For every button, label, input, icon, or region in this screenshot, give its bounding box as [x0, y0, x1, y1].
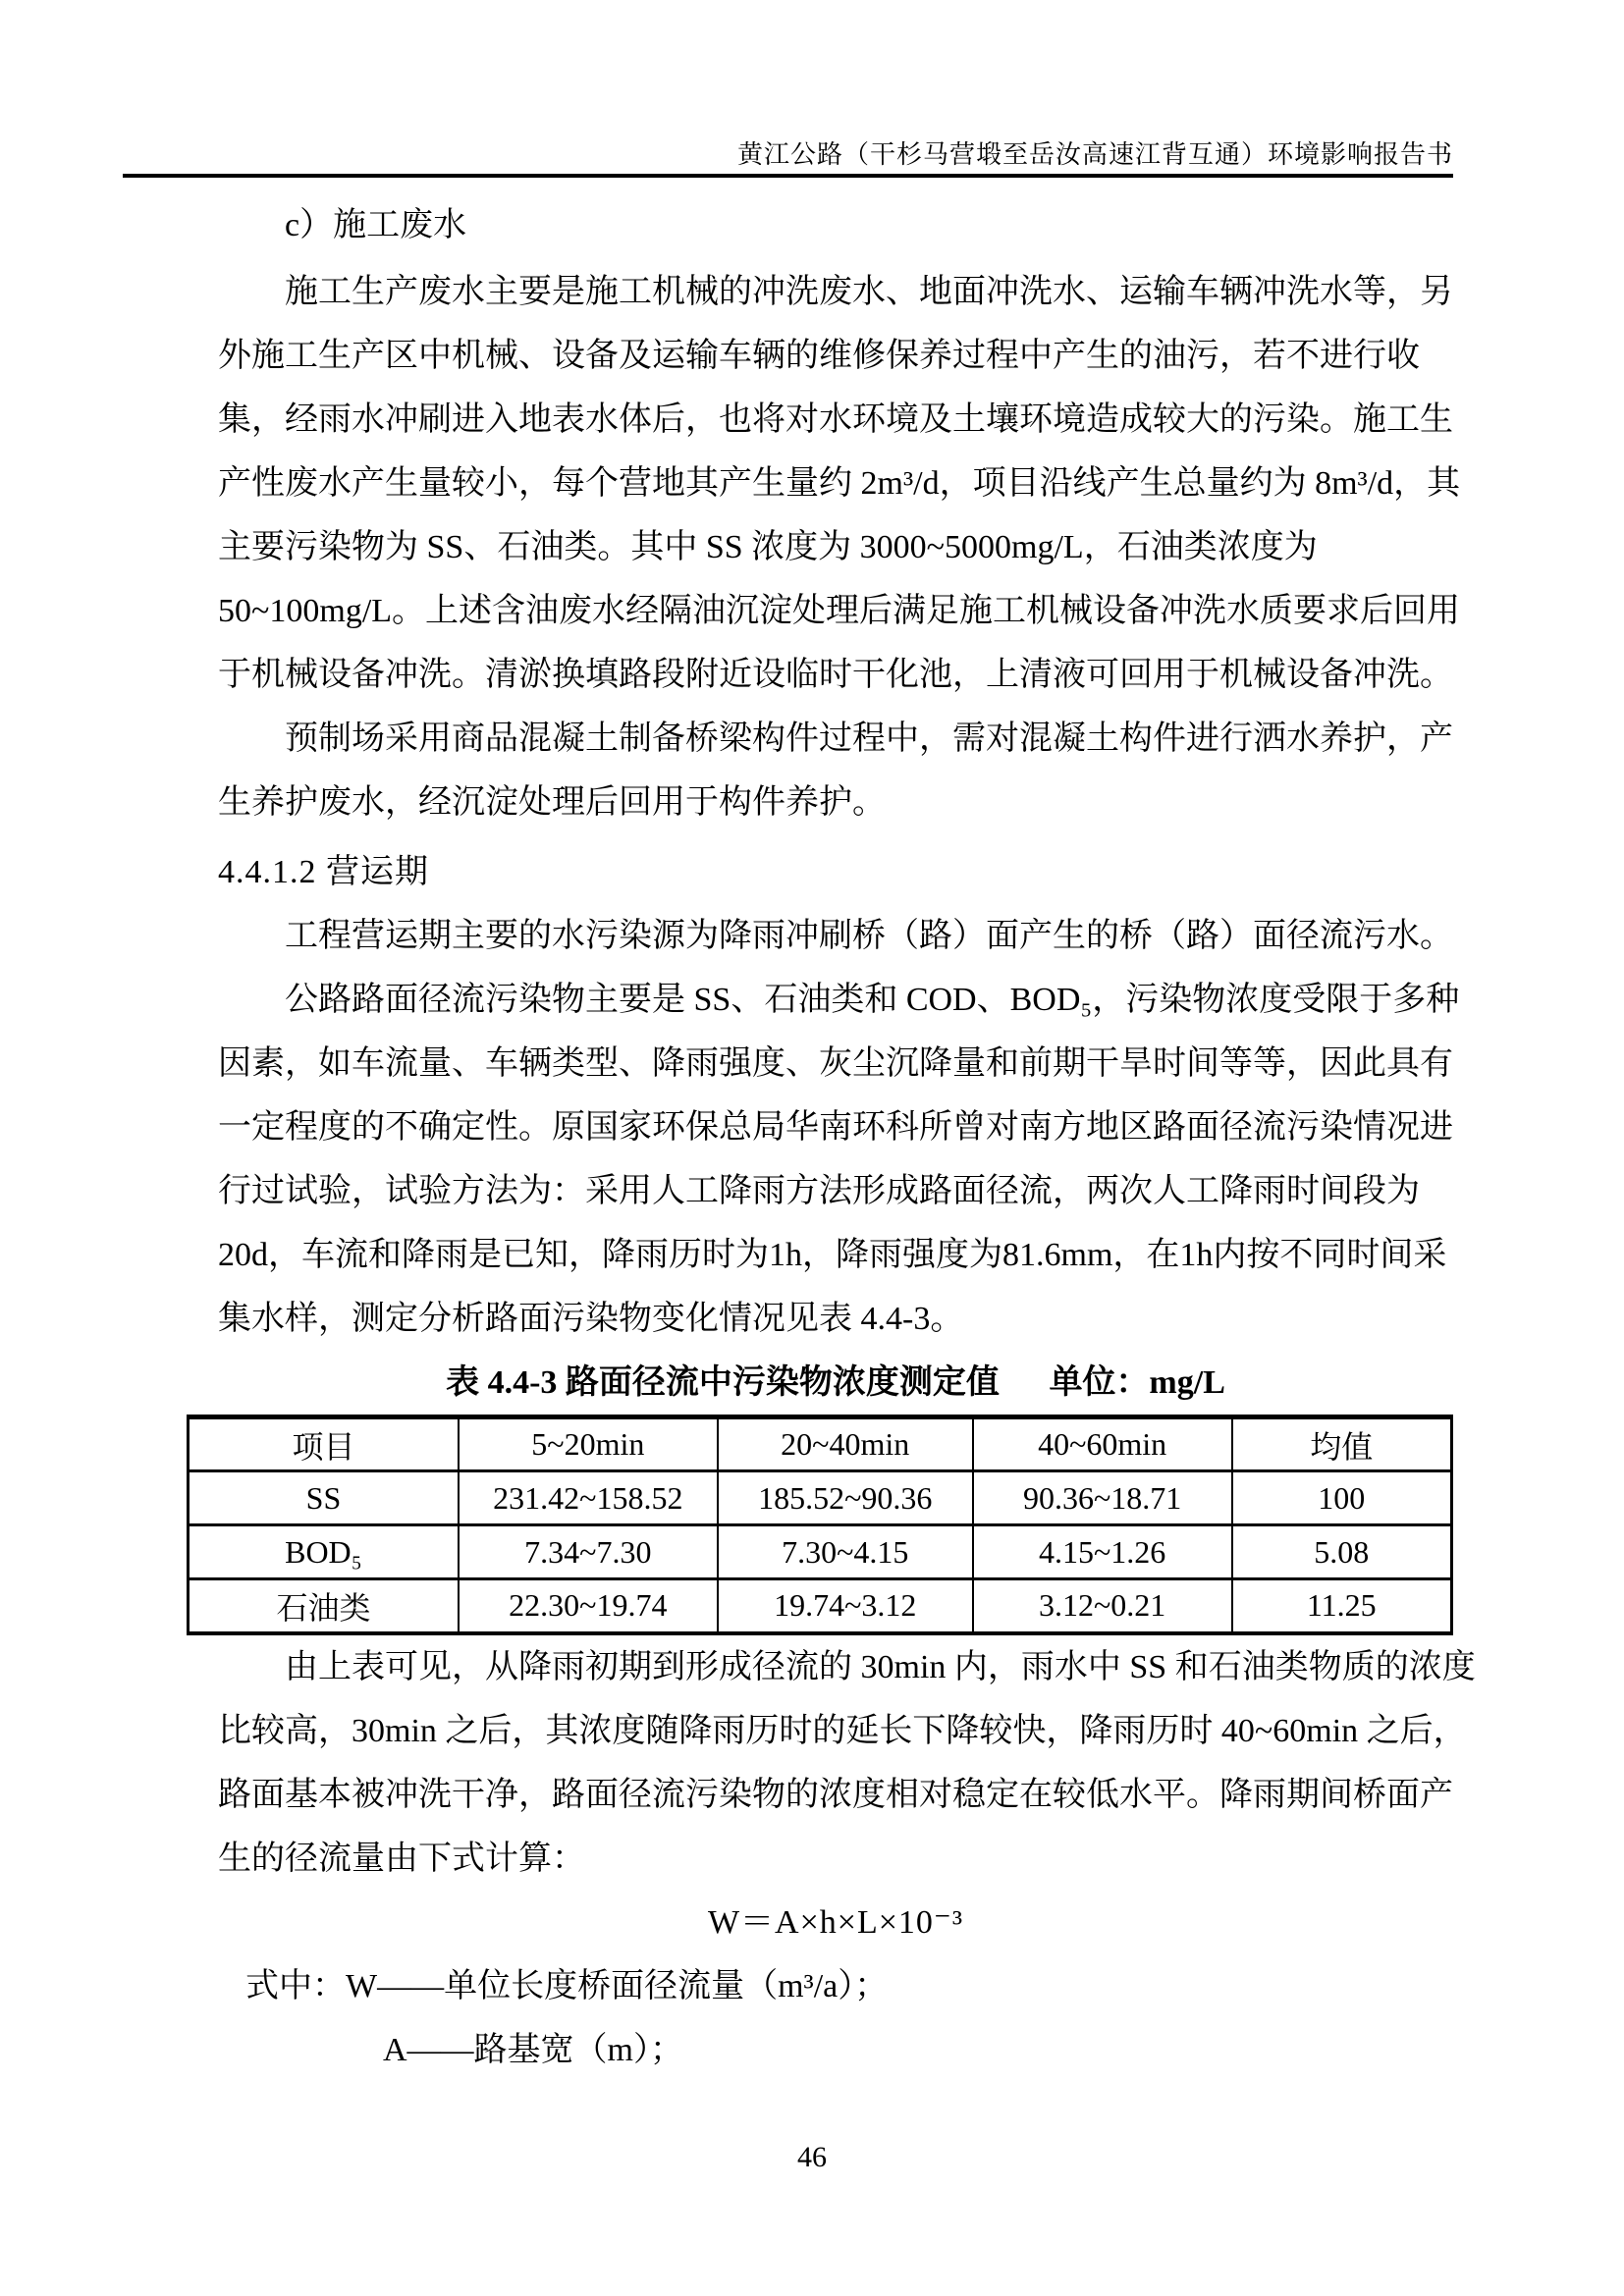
- table-cell: 19.74~3.12: [718, 1579, 973, 1633]
- table-cell: 3.12~0.21: [973, 1579, 1232, 1633]
- table-4-4-3: [187, 1415, 1453, 1635]
- table-title-text: 表 4.4-3 路面径流中污染物浓度测定值: [446, 1364, 1000, 1401]
- table-cell: 11.25: [1232, 1579, 1452, 1633]
- formula-note: A——路基宽（m）；: [383, 2031, 683, 2068]
- table-cell: SS: [189, 1471, 459, 1525]
- table-cell: 185.52~90.36: [718, 1471, 973, 1525]
- table-cell: 4.15~1.26: [973, 1525, 1232, 1579]
- table-cell: 7.30~4.15: [718, 1525, 973, 1579]
- column-header: 均值: [1232, 1417, 1452, 1471]
- table-cell: 231.42~158.52: [459, 1471, 718, 1525]
- table-cell: 5.08: [1232, 1525, 1452, 1579]
- section-heading-4-4-1-2: 4.4.1.2 营运期: [218, 854, 429, 890]
- page-footer: [0, 2140, 1624, 2175]
- paragraph-line: 路面基本被冲洗干净，路面径流污染物的浓度相对稳定在较低水平。降雨期间桥面产: [218, 1776, 1453, 1813]
- paragraph-line: 外施工生产区中机械、设备及运输车辆的维修保养过程中产生的油污，若不进行收: [218, 338, 1420, 374]
- paragraph-line: 因素，如车流量、车辆类型、降雨强度、灰尘沉降量和前期干旱时间等等，因此具有: [218, 1045, 1453, 1082]
- column-header: 20~40min: [718, 1417, 973, 1471]
- paragraph-line: 于机械设备冲洗。清淤换填路段附近设临时干化池，上清液可回用于机械设备冲洗。: [218, 657, 1453, 693]
- table-unit-label: 单位：mg/L: [1049, 1364, 1225, 1401]
- paragraph-line: 施工生产废水主要是施工机械的冲洗废水、地面冲洗水、运输车辆冲洗水等，另: [285, 274, 1453, 310]
- page-number: 46: [797, 2141, 827, 2173]
- column-header: 项目: [189, 1417, 459, 1471]
- table-row: [189, 1525, 1452, 1579]
- paragraph-line: 工程营运期主要的水污染源为降雨冲刷桥（路）面产生的桥（路）面径流污水。: [285, 918, 1453, 954]
- column-header: 5~20min: [459, 1417, 718, 1471]
- paragraph-line: 一定程度的不确定性。原国家环保总局华南环科所曾对南方地区路面径流污染情况进: [218, 1109, 1453, 1146]
- table-cell: 7.34~7.30: [459, 1525, 718, 1579]
- runoff-formula: W＝A×h×L×10⁻³: [707, 1903, 964, 1941]
- paragraph-line: 比较高，30min 之后，其浓度随降雨历时的延长下降较快，降雨历时 40~60min 之后，: [218, 1712, 1467, 1749]
- table-row: [189, 1471, 1452, 1525]
- table-cell: BOD₅: [189, 1525, 459, 1579]
- paragraph-line: 生的径流量由下式计算：: [218, 1840, 585, 1877]
- page-header: [123, 0, 1453, 178]
- table-header-row: [189, 1417, 1452, 1471]
- paragraph-line: 由上表可见，从降雨初期到形成径流的 30min 内，雨水中 SS 和石油类物质的浓度: [285, 1648, 1476, 1685]
- paragraph-line: 生养护废水，经沉淀处理后回用于构件养护。: [218, 784, 886, 821]
- paragraph-line: 预制场采用商品混凝土制备桥梁构件过程中，需对混凝土构件进行洒水养护，产: [285, 721, 1453, 757]
- paragraph-line: 集，经雨水冲刷进入地表水体后，也将对水环境及土壤环境造成较大的污染。施工生: [218, 401, 1453, 438]
- paragraph-line: 公路路面径流污染物主要是 SS、石油类和 COD、BOD₅，污染物浓度受限于多种: [285, 982, 1460, 1018]
- paragraph-line: 50~100mg/L。上述含油废水经隔油沉淀处理后满足施工机械设备冲洗水质要求后回用: [218, 593, 1461, 629]
- column-header: 40~60min: [973, 1417, 1232, 1471]
- paragraph-line: 集水样，测定分析路面污染物变化情况见表 4.4-3。: [218, 1301, 964, 1337]
- table-cell: 22.30~19.74: [459, 1579, 718, 1633]
- paragraph-line: 20d，车流和降雨是已知，降雨历时为1h，降雨强度为81.6mm，在1h内按不同时间采: [218, 1237, 1447, 1273]
- paragraph-line: 主要污染物为 SS、石油类。其中 SS 浓度为 3000~5000mg/L，石油类浓度为: [218, 529, 1318, 565]
- page-body: [218, 193, 1476, 2082]
- page-header-title: 黄江公路（干杉马营塅至岳汝高速江背互通）环境影响报告书: [736, 140, 1453, 169]
- paragraph-line: 行过试验，试验方法为：采用人工降雨方法形成路面径流，两次人工降雨时间段为: [218, 1173, 1420, 1209]
- heading-construction-wastewater: c）施工废水: [285, 207, 467, 243]
- table-cell: 90.36~18.71: [973, 1471, 1232, 1525]
- table-cell: 100: [1232, 1471, 1452, 1525]
- paragraph-line: 产性废水产生量较小，每个营地其产生量约 2m³/d，项目沿线产生总量约为 8m³/d，其: [218, 465, 1461, 502]
- formula-note: 式中：W——单位长度桥面径流量（m³/a）；: [245, 1967, 889, 2004]
- table-row: [189, 1579, 1452, 1633]
- table-cell: 石油类: [189, 1579, 459, 1633]
- table-title: [218, 1351, 1453, 1415]
